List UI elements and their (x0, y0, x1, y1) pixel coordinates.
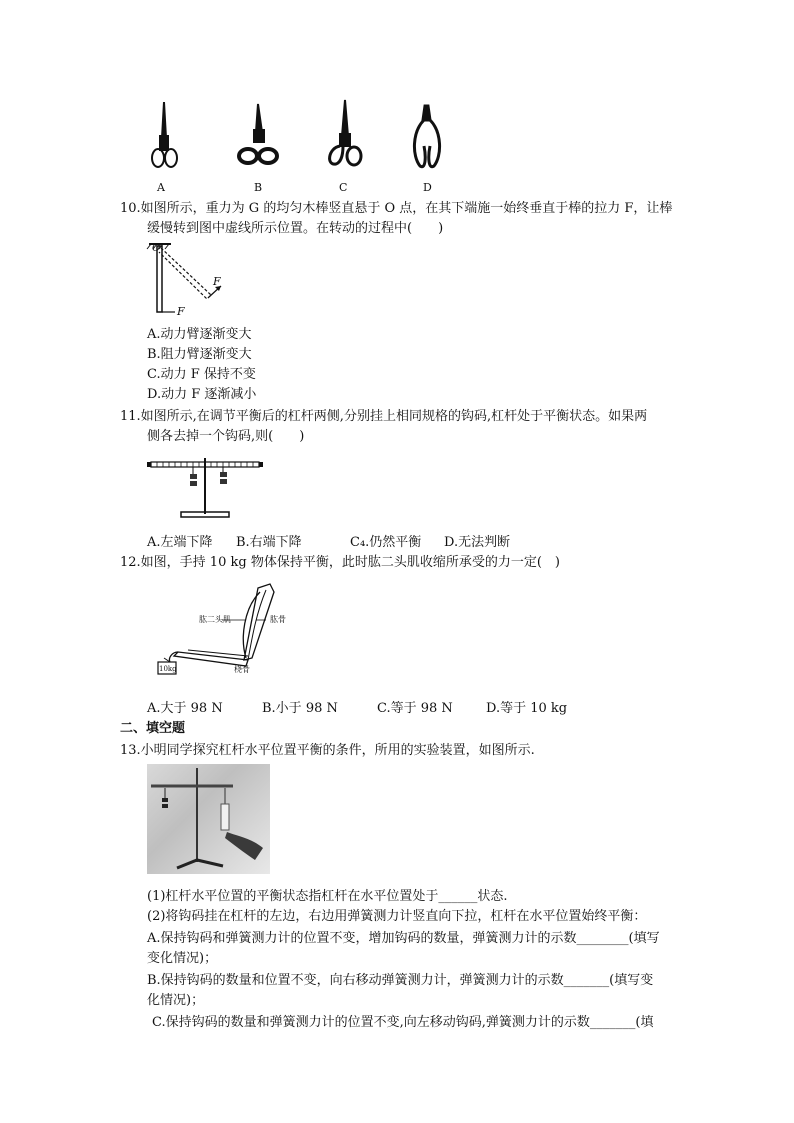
scissors-c-icon (330, 100, 361, 165)
scissors-drawing (140, 96, 450, 196)
scissors-label-b: B (254, 181, 263, 194)
scissors-a-icon (152, 102, 177, 167)
q10-label-o: O (152, 243, 161, 254)
q13-c-line1: C.保持钩码的数量和弹簧测力计的位置不变,向左移动钩码,弹簧测力计的示数_______(填 (152, 1015, 654, 1030)
q13-apparatus-drawing (147, 764, 270, 874)
q10-label-f-bottom: F (177, 305, 185, 318)
q13-a-line2: 变化情况)； (147, 951, 218, 966)
scissors-label-d: D (423, 181, 432, 194)
q12-option-a: A.大于 98 N (147, 701, 223, 716)
scissors-d-icon (414, 106, 439, 167)
q11-stem-line2: 侧各去掉一个钩码,则( ) (147, 429, 305, 444)
section-2-title: 二、填空题 (120, 721, 186, 736)
q13-stem: 13.小明同学探究杠杆水平位置平衡的条件，所用的实验装置，如图所示. (120, 743, 535, 758)
q12-stem: 12.如图，手持 10 kg 物体保持平衡，此时肱二头肌收缩所承受的力一定( ) (120, 555, 560, 570)
q11-lever-drawing (145, 452, 265, 524)
q11-option-d: D.无法判断 (444, 535, 511, 550)
q12-option-d: D.等于 10 kg (486, 701, 568, 716)
q13-b-line2: 化情况)； (147, 993, 205, 1008)
q10-stem-line2: 缓慢转到图中虚线所示位置。在转动的过程中( ) (147, 221, 444, 236)
q10-option-a: A.动力臂逐渐变大 (147, 327, 252, 342)
q11-option-b: B.右端下降 (236, 535, 302, 550)
q13-b-line1: B.保持钩码的数量和位置不变，向右移动弹簧测力计，弹簧测力计的示数_______(填写变 (147, 973, 654, 988)
q12-label-muscle: 肱二头肌 (199, 615, 231, 624)
scissors-figure (140, 96, 450, 196)
q12-option-c: C.等于 98 N (377, 701, 453, 716)
q10-label-f-dashed: F (213, 275, 221, 288)
q12-label-radius: 桡骨 (234, 665, 250, 674)
q13-sub2: (2)将钩码挂在杠杆的左边，右边用弹簧测力计竖直向下拉，杠杆在水平位置始终平衡： (147, 909, 647, 924)
q10-option-d: D.动力 F 逐渐减小 (147, 387, 257, 402)
q11-option-c: C₄.仍然平衡 (350, 535, 422, 550)
scissors-label-a: A (157, 181, 165, 194)
q11-stem-line1: 11.如图所示,在调节平衡后的杠杆两侧,分别挂上相同规格的钩码,杠杆处于平衡状态。如果两 (120, 409, 648, 424)
q12-label-weight: 10kg (159, 665, 177, 673)
q12-label-humerus: 肱骨 (270, 615, 286, 624)
scissors-b-icon (239, 104, 277, 163)
q10-stem-line1: 10.如图所示，重力为 G 的均匀木棒竖直悬于 O 点，在其下端施一始终垂直于棒的拉力 F，让棒 (120, 201, 673, 216)
q10-option-b: B.阻力臂逐渐变大 (147, 347, 252, 362)
q13-sub1: (1)杠杆水平位置的平衡状态指杠杆在水平位置处于______状态. (147, 889, 508, 904)
q11-option-a: A.左端下降 (147, 535, 213, 550)
scissors-label-c: C (339, 181, 348, 194)
q12-option-b: B.小于 98 N (262, 701, 338, 716)
q13-apparatus-photo (147, 764, 270, 874)
q10-option-c: C.动力 F 保持不变 (147, 367, 256, 382)
q13-a-line1: A.保持钩码和弹簧测力计的位置不变，增加钩码的数量，弹簧测力计的示数________(填写 (147, 931, 660, 946)
q11-lever-figure (145, 452, 265, 524)
